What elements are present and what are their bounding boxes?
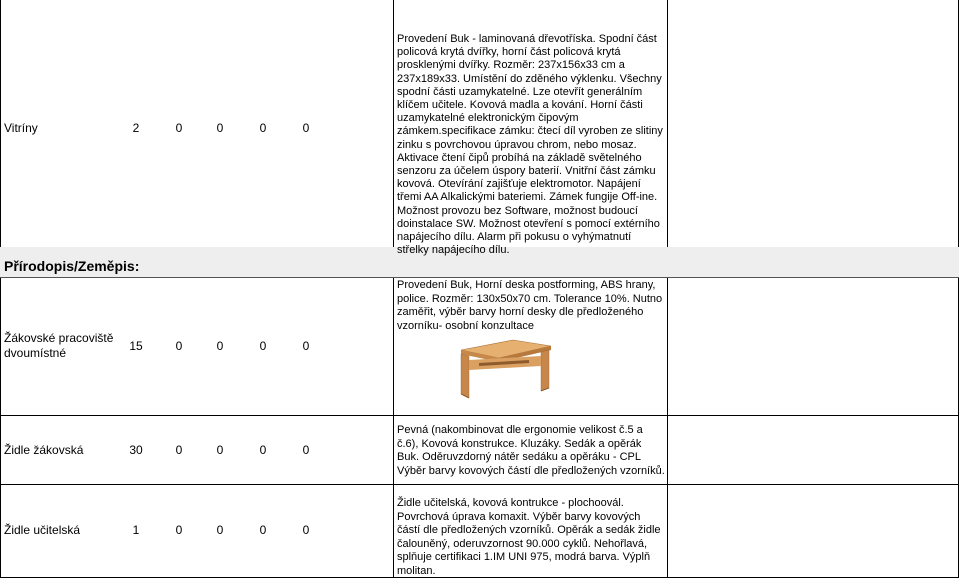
qty-3: 0: [216, 339, 224, 353]
qty-3: 0: [216, 443, 224, 457]
item-description: Židle učitelská, kovová kontrukce - plochoovál. Povrchová úprava komaxit. Výběr barvy kovových částí dle předložených vzorníků. Opěrák a sedák židle čalouněný, oderuvzornost 90.000 cyklů. Nehořlavá, splňuje certifikaci 1.IM UNI 975, modrá barva. Výplň molitan.: [397, 497, 661, 577]
item-description: Provedení Buk, Horní deska postforming, ABS hrany, police. Rozměr: 130x50x70 cm. Tolerance 10%. Nutno zaměřit, výběr barvy horní desky dle předloženého vzorníku- osobní konzultace: [397, 279, 663, 332]
qty-5: 0: [302, 523, 310, 537]
qty-2: 0: [175, 121, 183, 135]
qty-1: 1: [132, 523, 140, 537]
item-description: Pevná (nakombinovat dle ergonomie velikost č.5 a č.6), Kovová konstrukce. Kluzáky. Sedák a opěrák Buk. Oděruvzdorný nátěr sedáku a opěráku - CPL Výběr barvy kovových částí dle předložených vzorníků.: [397, 424, 665, 477]
qty-2: 0: [175, 443, 183, 457]
qty-4: 0: [259, 443, 267, 457]
qty-3: 0: [216, 121, 224, 135]
section-title: Přírodopis/Zeměpis:: [4, 258, 140, 274]
qty-3: 0: [216, 523, 224, 537]
qty-1: 15: [129, 339, 143, 353]
qty-5: 0: [302, 443, 310, 457]
item-name: Vitríny: [4, 121, 38, 135]
qty-5: 0: [302, 121, 310, 135]
item-name: Žákovské pracoviště dvoumístné: [4, 331, 114, 360]
qty-2: 0: [175, 339, 183, 353]
qty-4: 0: [259, 523, 267, 537]
qty-4: 0: [259, 121, 267, 135]
qty-5: 0: [302, 339, 310, 353]
qty-1: 30: [129, 443, 143, 457]
item-description: Provedení Buk - laminovaná dřevotříska. Spodní část policová krytá dvířky, horní část policová krytá prosklenými dvířky. Rozměr: 237x156x33 cm a 237x189x33. Umístění do zděného výklenku. Všechny spodní části uzamykatelné. Lze otevřít generálním klíčem učitele. Kovová madla a kování. Horní části uzamykatelné elektronickým čipovým zámkem.specifikace zámku: čtecí díl vyroben ze slitiny zinku s povrchovou úpravou chrom, nebo mosaz. Aktivace čtení čipů probíhá na základě světelného senzoru za účelem úspory baterií. Vnitřní část zámku kovová. Otevírání zajišťuje elektromotor. Napájení třemi AA Alkalickými bateriemi. Zámek fungije Off-ine. Možnost provozu bez Software, možnost budoucí doinstalace SW. Možnost otevření s pomocí extérního napájecího dílu. Alarm při pokusu o vyhýmatnutí střelky napájecího dílu.: [397, 33, 663, 257]
qty-4: 0: [259, 339, 267, 353]
desk-image: [455, 336, 555, 402]
qty-1: 2: [132, 121, 140, 135]
qty-2: 0: [175, 523, 183, 537]
item-name: Židle učitelská: [4, 523, 81, 537]
item-name: Židle žákovská: [4, 443, 84, 457]
